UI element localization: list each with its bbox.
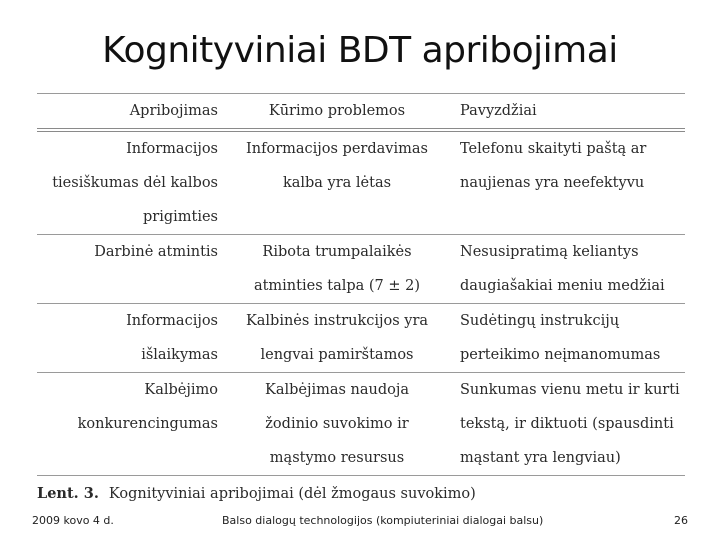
caption-label: Lent. 3. bbox=[37, 485, 99, 502]
cell-line: Ribota trumpalaikės bbox=[262, 244, 412, 260]
cell-line: daugiašakiai meniu medžiai bbox=[460, 278, 665, 294]
cell-line: prigimties bbox=[142, 209, 218, 225]
cell-line: Sunkumas vienu metu ir kurti bbox=[460, 382, 680, 398]
footer-course-title: Balso dialogų technologijos (kompiuteriniai dialogai balsu) bbox=[222, 514, 544, 527]
cell-line: Nesusipratimą keliantys bbox=[460, 244, 639, 260]
slide-title: Kognityviniai BDT apribojimai bbox=[102, 30, 618, 71]
cell-line: Telefonu skaityti paštą ar bbox=[460, 141, 647, 157]
table-row bbox=[37, 304, 685, 372]
cell-line: Informacijos bbox=[126, 313, 218, 329]
cell-line: perteikimo neįmanomumas bbox=[460, 347, 661, 363]
cell-line: naujienas yra neefektyvu bbox=[460, 175, 645, 191]
footer-date: 2009 kovo 4 d. bbox=[32, 514, 114, 527]
header-constraint: Apribojimas bbox=[129, 103, 218, 119]
cell-line: tekstą, ir diktuoti (spausdinti bbox=[460, 416, 674, 432]
cell-line: tiesiškumas dėl kalbos bbox=[52, 175, 218, 191]
cell-line: išlaikymas bbox=[141, 347, 218, 363]
cell-line: Informacijos bbox=[126, 141, 218, 157]
cell-line: žodinio suvokimo ir bbox=[265, 416, 409, 432]
cell-line: Darbinė atmintis bbox=[94, 244, 218, 260]
cell-line: Kalbėjimo bbox=[144, 382, 218, 398]
table-bottom-rule bbox=[37, 475, 685, 476]
cell-line: atminties talpa (7 ± 2) bbox=[253, 278, 421, 294]
cell-line: lengvai pamirštamos bbox=[260, 347, 414, 363]
table-row bbox=[37, 235, 685, 303]
table-row bbox=[37, 373, 685, 475]
caption-text: Kognityviniai apribojimai (dėl žmogaus suvokimo) bbox=[108, 486, 476, 502]
footer-page-number: 26 bbox=[674, 514, 688, 527]
header-examples: Pavyzdžiai bbox=[460, 103, 537, 119]
cell-line: konkurencingumas bbox=[77, 416, 218, 432]
cell-line: mąstant yra lengviau) bbox=[460, 450, 621, 466]
table-header bbox=[37, 94, 685, 128]
cell-line: Kalbinės instrukcijos yra bbox=[245, 313, 429, 329]
cell-line: Sudėtingų instrukcijų bbox=[460, 313, 620, 329]
cell-line: kalba yra lėtas bbox=[282, 175, 392, 191]
cell-line: Kalbėjimas naudoja bbox=[264, 382, 410, 398]
table-caption bbox=[37, 485, 476, 502]
cell-line: mąstymo resursus bbox=[269, 450, 405, 466]
constraints-table bbox=[37, 93, 685, 476]
table-row bbox=[37, 132, 685, 234]
header-problems: Kūrimo problemos bbox=[268, 103, 406, 119]
cell-line: Informacijos perdavimas bbox=[246, 141, 428, 157]
